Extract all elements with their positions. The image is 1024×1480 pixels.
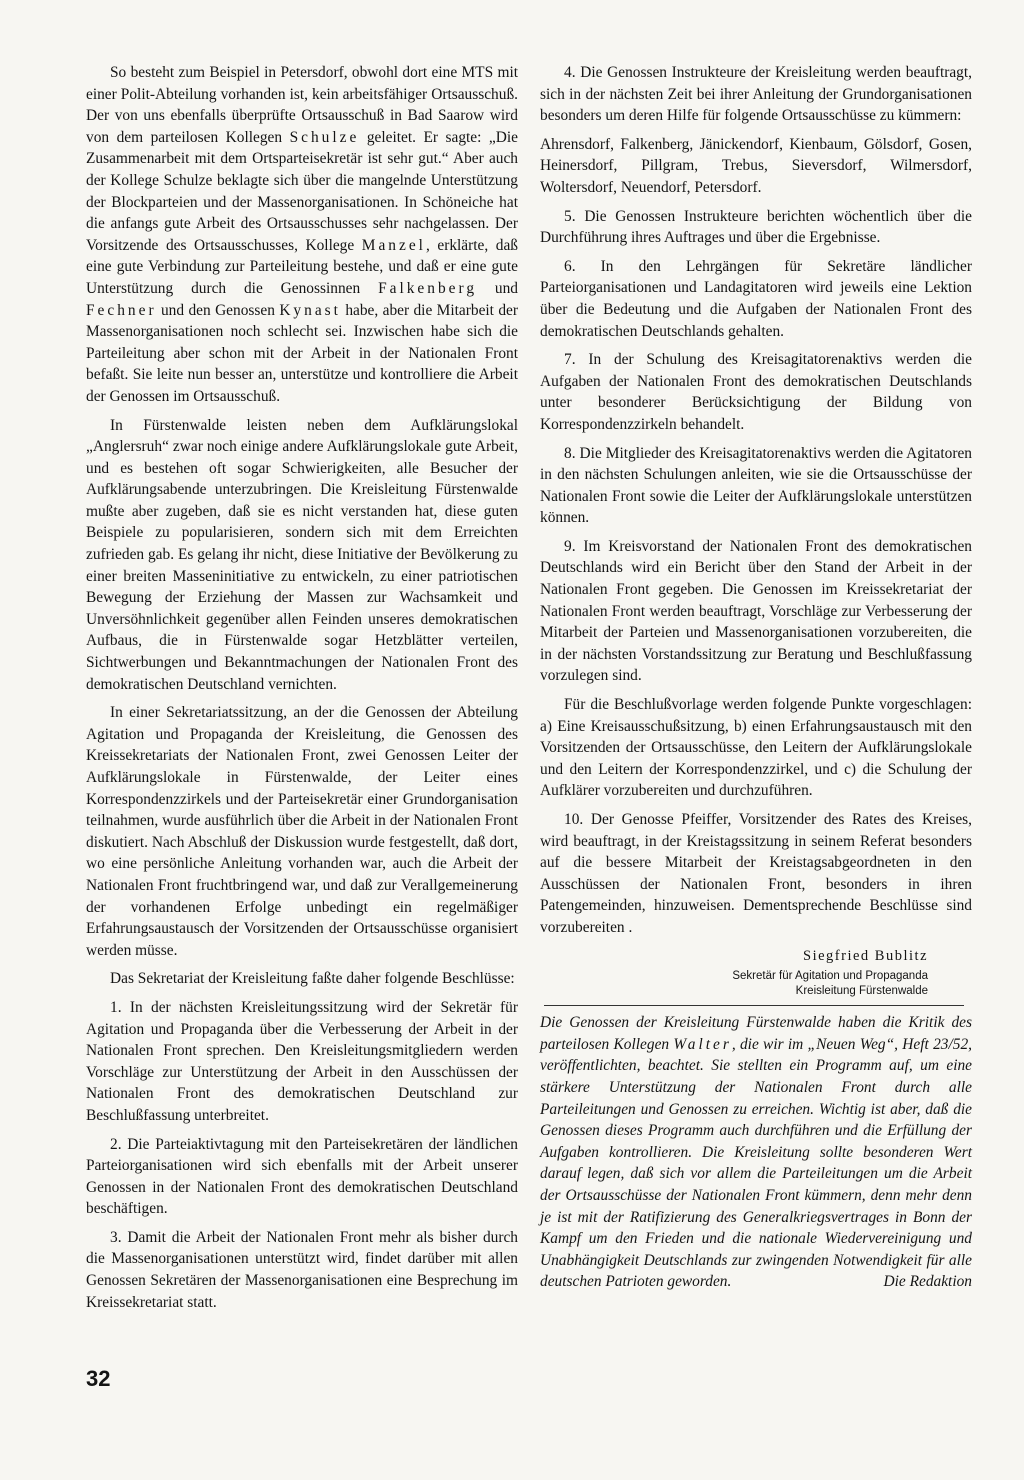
resolution-item-7: 7. In der Schulung des Kreisagitatorenaktivs werden die Aufgaben der Nationalen Front des demokratischen Deutschlands unter besonderer Berücksichtigung der Bildung von Korrespondenzzirkeln behandelt. xyxy=(540,351,972,433)
resolution-item-2: 2. Die Parteiaktivtagung mit den Parteisekretären der ländlichen Parteiorganisationen wird sich ebenfalls mit der Arbeit unserer Genossen in der Nationalen Front des demokratischen Deutschland beschäftigen. xyxy=(86,1135,518,1218)
right-column xyxy=(540,62,972,1293)
place-list: Ahrensdorf, Falkenberg, Jänickendorf, Kienbaum, Gölsdorf, Gosen, Heinersdorf, Pillgram, Trebus, Sieversdorf, Wilmersdorf, Woltersdorf, Neuendorf, Petersdorf. xyxy=(540,135,972,196)
paragraph-fuerstenwalde: In Fürstenwalde leisten neben dem Aufklärungslokal „Anglersruh“ zwar noch einige andere Aufklärungslokale gute Arbeit, und es bestehen oft sogar Schwierigkeiten, alle Besucher der Aufklärungsabende unterzubringen. Die Kreisleitung Fürstenwalde mußte aber zugeben, daß sie es nicht verstanden hat, diese guten Beispiele zu popularisieren, sondern sich mit dem Erreichten zufrieden gab. Es gelang ihr nicht, diese Initiative der Bevölkerung zu einer breiten Masseninitiative zu entwickeln, zu einer patriotischen Bewegung der Erziehung der Massen zur Wachsamkeit und Unversöhnlichkeit gegenüber allen Feinden unseres demokratischen Aufbaus, die in Fürstenwalde sogar Hetzblätter verteilen, Sichtwerbungen und Bekanntmachungen der Nationalen Front des demokratischen Deutschland vernichten. xyxy=(86,416,518,693)
signature-organization: Kreisleitung Fürstenwalde xyxy=(795,985,928,998)
signature-name: Siegfried Bublitz xyxy=(803,947,928,964)
resolution-item-4: 4. Die Genossen Instrukteure der Kreisleitung werden beauftragt, sich in der nächsten Zeit bei ihrer Anleitung der Grundorganisationen besonders um deren Hilfe für folgende Ortsausschüsse zu kümmern: xyxy=(540,64,972,125)
resolution-item-6: 6. In den Lehrgängen für Sekretäre ländlicher Parteiorganisationen und Landagitatoren wird jeweils eine Lektion über die Bedeutung und die Aufgaben der Nationalen Front des demokratischen Deutschlands gehalten. xyxy=(540,257,972,340)
spaced-name-kynast: Kynast xyxy=(279,301,341,319)
paragraph-beschluesse-intro: Das Sekretariat der Kreisleitung faßte daher folgende Beschlüsse: xyxy=(110,970,515,988)
spaced-name-schulze: Schulze xyxy=(289,128,360,146)
resolution-item-9: 9. Im Kreisvorstand der Nationalen Front des demokratischen Deutschlands wird ein Bericht über den Stand der Arbeit in der Nationalen Front gegeben. Die Genossen im Kreissekretariat der Nationalen Front werden beauftragt, Vorschläge zur Verbesserung der Mitarbeit der Parteien und Massenorganisationen vorzubereiten, die in der nächsten Vorstandssitzung zur Beratung und Beschlußfassung vorzulegen sind. xyxy=(540,537,972,685)
left-column xyxy=(86,62,518,1320)
signature-role: Sekretär für Agitation und Propaganda xyxy=(732,970,928,983)
spaced-name-falkenberg: Falkenberg xyxy=(378,279,478,297)
paragraph-sekretariatssitzung: In einer Sekretariatssitzung, an der die Genossen der Abteilung Agitation und Propaganda der Kreisleitung, die Genossen des Kreissekretariats der Nationalen Front, zwei Genossen Leiter der Aufklärungslokale in Fürstenwalde, der Leiter eines Korrespondenzzirkels und der Parteisekretär einer Grundorganisation teilnahmen, wurde ausführlich über die Arbeit in der Nationalen Front diskutiert. Nach Abschluß der Diskussion wurde festgestellt, daß dort, wo eine persönliche Anleitung vorhanden war, auch die Arbeit der Nationalen Front fruchtbringend war, und daß zur Verallgemeinerung der vorhandenen Erfolge unbedingt ein regelmäßiger Erfahrungsaustausch der Vorsitzenden der Ortsausschüsse organisiert werden müsse. xyxy=(86,704,518,959)
editor-note-text: Die Genossen der Kreisleitung Fürstenwalde haben die Kritik des parteilosen Kollegen Walter, die wir im „Neuen Weg“, Heft 23/52, veröffentlichten, beachtet. Sie stellten ein Programm auf, um eine stärkere Unterstützung der Nationalen Front durch alle Parteileitungen und Genossen zu erreichen. Wichtig ist aber, daß die Genossen dieses Programm auch durchführen und die Erfüllung der Aufgaben kontrollieren. Die Kreisleitung sollte besonderen Wert darauf legen, daß sich vor allem die Parteileitungen um die Arbeit der Ortsausschüsse der Nationalen Front kümmern, denn mehr denn je ist mit der Ratifizierung des Generalkriegsvertrages in Bonn der Kampf um den Frieden und die nationale Wiedervereinigung und Unabhängigkeit Deutschlands zur zwingenden Notwendigkeit für alle deutschen Patrioten geworden. Die Redaktion xyxy=(540,1012,972,1293)
paragraph-petersdorf: So besteht zum Beispiel in Petersdorf, obwohl dort eine MTS mit einer Polit-Abteilung vorhanden ist, kein arbeitsfähiger Ortsausschuß. Der von uns ebenfalls überprüfte Ortsausschuß in Bad Saarow wird von dem parteilosen Kollegen Schulze geleitet. Er sagte: „Die Zusammenarbeit mit dem Ortsparteisekretär ist sehr gut.“ Aber auch der Kollege Schulze beklagte sich über die mangelnde Unterstützung der Blockparteien und der Massenorganisationen. In Schöneiche hat die anfangs gute Arbeit des Ortsausschusses sehr nachgelassen. Der Vorsitzende des Ortsausschusses, Kollege Manzel, erklärte, daß eine gute Verbindung zur Parteileitung bestehe, und daß er eine gute Unterstützung durch die Genossinnen Falkenberg und Fechner und den Genossen Kynast habe, aber die Mitarbeit der Massenorganisationen noch schlecht sei. Inzwischen habe sich die Parteileitung aber schon mit der Arbeit in der Nationalen Front befaßt. Sie leite nun besser an, unterstütze und kontrolliere die Arbeit der Genossen im Ortsausschuß. xyxy=(86,64,518,405)
divider-rule xyxy=(544,1005,964,1006)
resolution-item-5: 5. Die Genossen Instrukteure berichten wöchentlich über die Durchführung ihres Auftrages und über die Ergebnisse. xyxy=(540,207,972,247)
proposal-paragraph: Für die Beschlußvorlage werden folgende Punkte vorgeschlagen: a) Eine Kreisausschußsitzung, b) einen Erfahrungsaustausch mit den Vorsitzenden der Ortsausschüsse, den Leitern der Aufklärungslokale und den Leitern der Korrespondenzzirkel, und c) die Schulung der Aufklärer vorzubereiten und durchzuführen. xyxy=(540,696,972,800)
resolution-item-8: 8. Die Mitglieder des Kreisagitatorenaktivs werden die Agitatoren in den nächsten Schulungen anleiten, wie sie die Ortsausschüsse der Nationalen Front sowie die Leiter der Aufklärungslokale unterstützen können. xyxy=(540,444,972,527)
spaced-name-manzel: Manzel xyxy=(361,236,426,254)
resolution-item-10: 10. Der Genosse Pfeiffer, Vorsitzender des Rates des Kreises, wird beauftragt, in der Kreistagssitzung in seinem Referat besonders auf die bessere Mitarbeit der Kreistagsabgeordneten in den Ausschüssen der Nationalen Front, besonders in ihren Patengemeinden, hinzuweisen. Dementsprechende Beschlüsse sind vorzubereiten . xyxy=(540,811,972,936)
spaced-name-fechner: Fechner xyxy=(86,301,157,319)
spaced-name-walter: Walter xyxy=(673,1035,732,1053)
page-number: 32 xyxy=(86,1366,111,1391)
resolution-item-3: 3. Damit die Arbeit der Nationalen Front mehr als bisher durch die Massenorganisationen unterstützt wird, findet darüber mit allen Genossen Sekretären der Massenorganisationen eine Besprechung im Kreissekretariat statt. xyxy=(86,1228,518,1311)
editor-note xyxy=(540,1012,972,1293)
resolution-item-1: 1. In der nächsten Kreisleitungssitzung wird der Sekretär für Agitation und Propaganda über die Verbesserung der Arbeit in der Nationalen Front sprechen. Den Kreisleitungsmitgliedern werden Vorschläge zur Unterstützung der Arbeit in den Ausschüssen der Nationalen Front des demokratischen Deutschland zur Beschlußfassung unterbreitet. xyxy=(86,998,518,1124)
editor-credit: Die Redaktion xyxy=(883,1273,972,1291)
